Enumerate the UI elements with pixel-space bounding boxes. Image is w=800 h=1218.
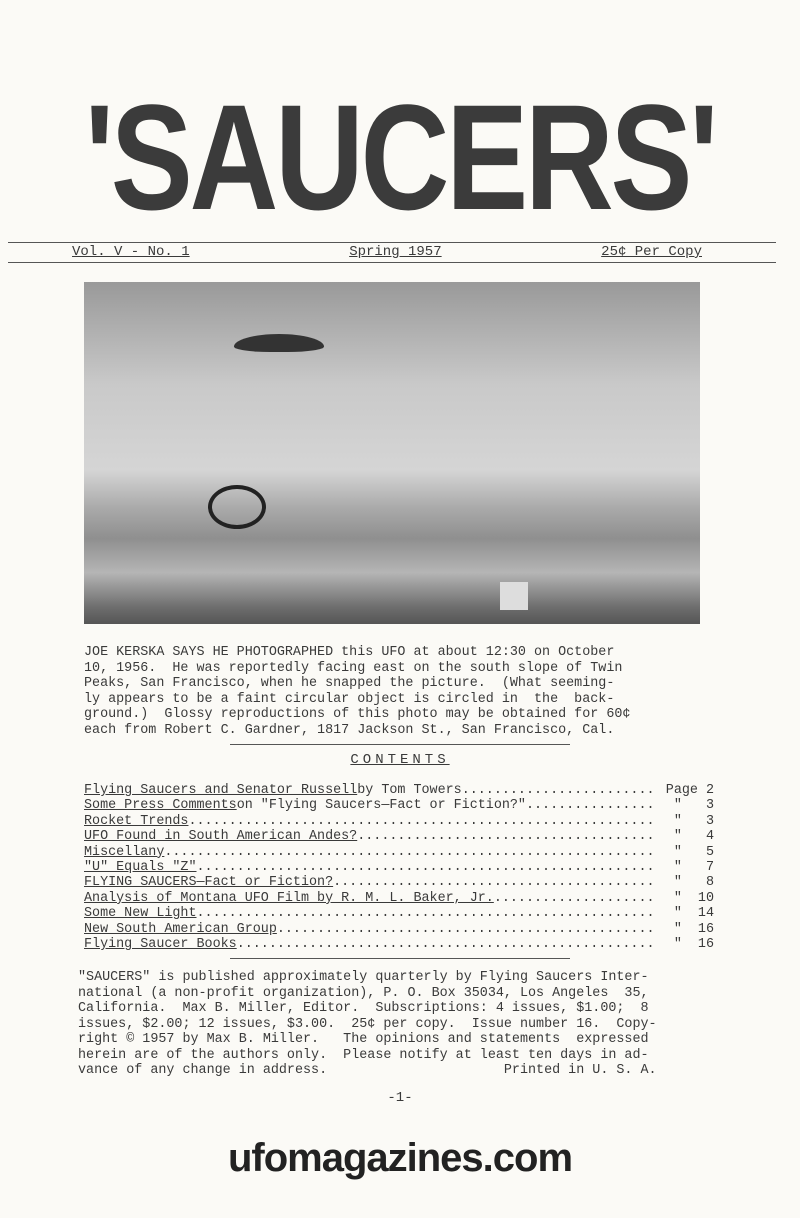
issue-season: Spring 1957 xyxy=(349,244,442,260)
page-number: -1- xyxy=(387,1090,413,1106)
publication-info: "SAUCERS" is published approximately quarterly by Flying Saucers Inter- national (a non-profit organization), P. O. Box 35034, Los Angeles 35, California. Max B. Miller, Editor. Subscriptions: 4 issues, $1.00; 8 issues, $2.00; 12 issues, $3.00. 25¢ per copy. Issue number 16. Copy- right © 1957 by Max B. Miller. The opinions and statements expressed herein are of the authors only. Please notify at least ten days in ad- vance of any change in address. Printed in U. S. A. xyxy=(78,970,657,1078)
toc-entry xyxy=(84,798,714,813)
toc-entry xyxy=(84,829,714,844)
toc-leader-dots xyxy=(188,814,654,829)
contents-heading: CONTENTS xyxy=(350,752,450,768)
divider xyxy=(8,242,776,243)
volume-number: Vol. V - No. 1 xyxy=(72,244,190,260)
toc-entry-title: UFO Found in South American Andes? xyxy=(84,829,358,845)
building xyxy=(500,582,528,610)
toc-entry-title: Flying Saucers and Senator Russell xyxy=(84,783,358,798)
toc-entry-title: FLYING SAUCERS—Fact or Fiction? xyxy=(84,875,334,891)
toc-entry-page: " 3 xyxy=(673,798,714,814)
toc-entry xyxy=(84,906,714,921)
toc-entry-page: Page 2 xyxy=(665,783,714,798)
toc-entry-author: by Tom Towers xyxy=(357,783,462,798)
toc-entry xyxy=(84,922,714,937)
toc-entry-title: Some New Light xyxy=(84,906,197,922)
toc-entry xyxy=(84,845,714,860)
toc-entry-page: " 14 xyxy=(673,906,714,922)
toc-entry-page: " 16 xyxy=(673,921,714,937)
toc-leader-dots xyxy=(526,798,654,813)
toc-entry xyxy=(84,875,714,890)
toc-entry-title: Some Press Comments xyxy=(84,798,237,814)
toc-entry-page: " 10 xyxy=(673,890,714,906)
toc-leader-dots xyxy=(197,906,655,921)
toc-entry-page: " 5 xyxy=(673,844,714,860)
toc-entry xyxy=(84,860,714,875)
divider xyxy=(230,744,570,745)
toc-entry-author: on "Flying Saucers—Fact or Fiction?" xyxy=(236,798,526,814)
toc-leader-dots xyxy=(237,937,654,952)
toc-entry xyxy=(84,814,714,829)
toc-entry-title: Flying Saucer Books xyxy=(84,937,237,953)
saucer-object xyxy=(234,334,324,352)
ufo-photograph xyxy=(84,282,700,624)
toc-entry-page: " 7 xyxy=(673,860,714,876)
toc-entry-title: Rocket Trends xyxy=(84,813,189,829)
toc-leader-dots xyxy=(462,783,654,798)
toc-entry xyxy=(84,891,714,906)
toc-entry-title: Miscellany xyxy=(84,844,165,860)
toc-entry xyxy=(84,783,714,798)
masthead-title: 'SAUCERS' xyxy=(84,73,716,241)
toc-leader-dots xyxy=(197,860,655,875)
toc-leader-dots xyxy=(333,875,654,890)
toc-entry-page: " 8 xyxy=(673,875,714,891)
issue-info xyxy=(72,244,702,261)
toc-leader-dots xyxy=(357,829,654,844)
photo-caption: JOE KERSKA SAYS HE PHOTOGRAPHED this UFO at about 12:30 on October 10, 1956. He was reportedly facing east on the south slope of Twin Peaks, San Francisco, when he snapped the picture. (What seeming- ly appears to be a faint circular object is circled in the back- ground.) Glossy reproductions of this photo may be obtained for 60¢ each from Robert C. Gardner, 1817 Jackson St., San Francisco, Cal. xyxy=(84,645,631,738)
toc-leader-dots xyxy=(494,891,654,906)
circled-object-marker xyxy=(208,485,266,529)
toc-entry-title: "U" Equals "Z" xyxy=(84,860,197,876)
toc-entry-page: " 4 xyxy=(673,829,714,845)
price: 25¢ Per Copy xyxy=(601,244,702,260)
watermark: ufomagazines.com xyxy=(227,1136,573,1180)
toc-entry-title: New South American Group xyxy=(84,921,277,937)
toc-entry-page: " 16 xyxy=(673,937,714,953)
toc-entry-title: Analysis of Montana UFO Film by R. M. L. Baker, Jr. xyxy=(84,890,494,906)
toc-entry xyxy=(84,937,714,952)
divider xyxy=(8,262,776,263)
table-of-contents xyxy=(84,783,714,952)
divider xyxy=(230,958,570,959)
toc-leader-dots xyxy=(164,845,654,860)
toc-leader-dots xyxy=(277,922,654,937)
toc-entry-page: " 3 xyxy=(673,813,714,829)
